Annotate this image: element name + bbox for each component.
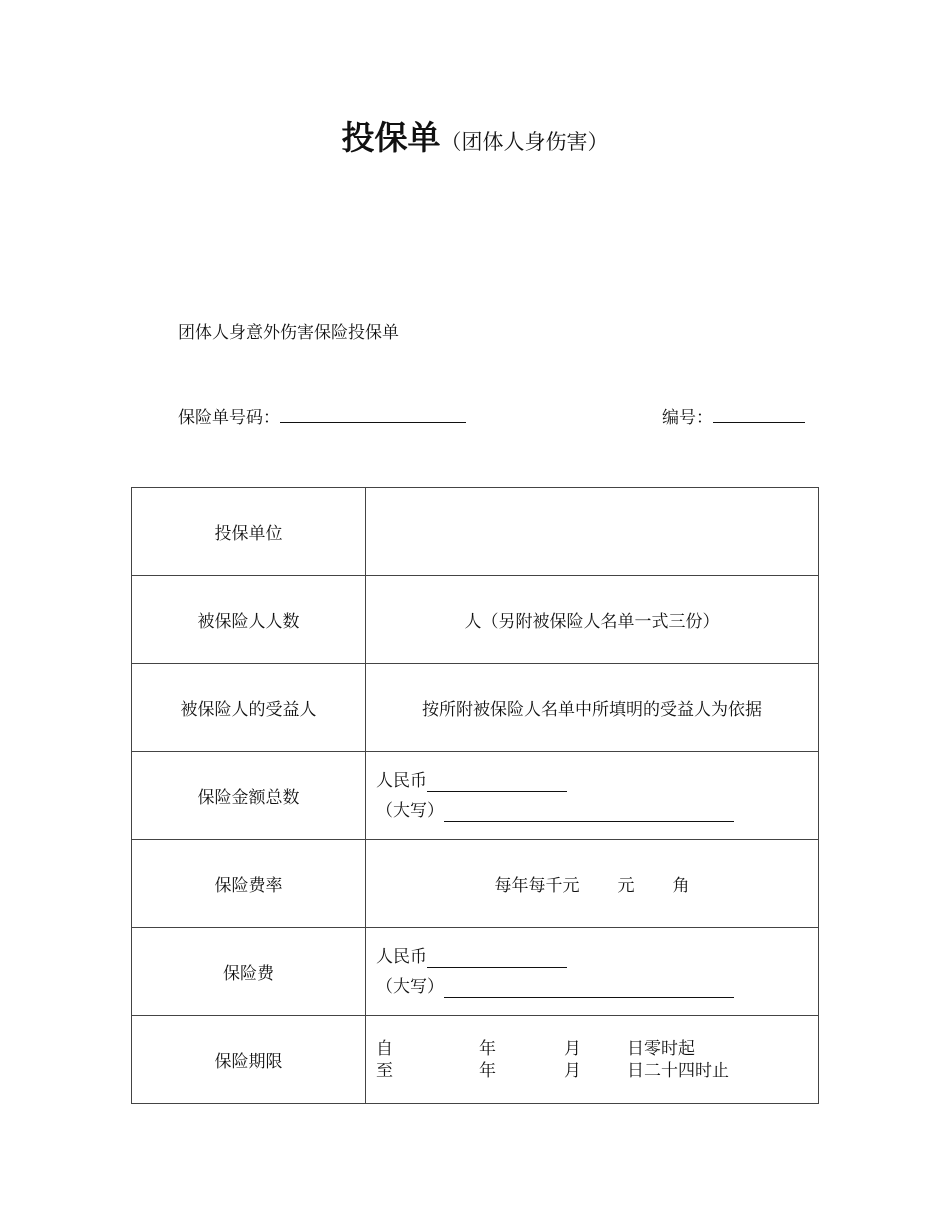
from-year: 年	[479, 1038, 496, 1059]
rate-prefix: 每年每千元	[494, 876, 580, 896]
beneficiary-cell: 按所附被保险人名单中所填明的受益人为依据	[366, 664, 819, 752]
insured-count-cell[interactable]: 人（另附被保险人名单一式三份）	[366, 576, 819, 664]
period-cell[interactable]	[366, 1016, 819, 1104]
applicant-unit-cell[interactable]	[366, 488, 819, 576]
daxie-label: （大写）	[376, 976, 444, 997]
form-subtitle: 团体人身意外伤害保险投保单	[178, 323, 399, 343]
sum-insured-cell	[366, 752, 819, 840]
to-end: 日二十四时止	[627, 1060, 729, 1081]
policy-number-field	[178, 403, 466, 428]
daxie-blank[interactable]	[444, 805, 734, 822]
table-row	[132, 576, 819, 664]
rate-jiao: 角	[672, 876, 690, 896]
policy-number-blank[interactable]	[280, 406, 466, 423]
to-month: 月	[564, 1060, 581, 1081]
period-from	[376, 1038, 818, 1060]
table-row	[132, 840, 819, 928]
row-label: 投保单位	[132, 488, 366, 576]
table-row	[132, 752, 819, 840]
table-row	[132, 664, 819, 752]
from-end: 日零时起	[627, 1038, 695, 1059]
to-year: 年	[479, 1060, 496, 1081]
serial-number-field	[662, 403, 805, 428]
rmb-label: 人民币	[376, 770, 427, 791]
premium-rate-cell[interactable]	[366, 840, 819, 928]
table-row	[132, 488, 819, 576]
policy-number-label: 保险单号码：	[178, 408, 280, 428]
table-row	[132, 928, 819, 1016]
rmb-blank[interactable]	[427, 775, 567, 792]
from-month: 月	[564, 1038, 581, 1059]
premium-cell	[366, 928, 819, 1016]
period-to	[376, 1060, 818, 1082]
to-label: 至	[376, 1060, 393, 1081]
row-label: 被保险人的受益人	[132, 664, 366, 752]
row-label: 被保险人人数	[132, 576, 366, 664]
title-sub: （团体人身伤害）	[440, 130, 609, 154]
row-label: 保险金额总数	[132, 752, 366, 840]
application-table	[131, 487, 819, 1104]
row-label: 保险期限	[132, 1016, 366, 1104]
daxie-label: （大写）	[376, 800, 444, 821]
row-label: 保险费率	[132, 840, 366, 928]
from-label: 自	[376, 1038, 393, 1059]
table-row	[132, 1016, 819, 1104]
serial-number-label: 编号：	[662, 408, 713, 428]
rmb-label: 人民币	[376, 946, 427, 967]
title-main: 投保单	[341, 118, 441, 157]
row-label: 保险费	[132, 928, 366, 1016]
document-title	[0, 112, 950, 159]
rate-yuan: 元	[617, 876, 635, 896]
daxie-blank[interactable]	[444, 981, 734, 998]
serial-number-blank[interactable]	[713, 406, 805, 423]
rmb-blank[interactable]	[427, 951, 567, 968]
